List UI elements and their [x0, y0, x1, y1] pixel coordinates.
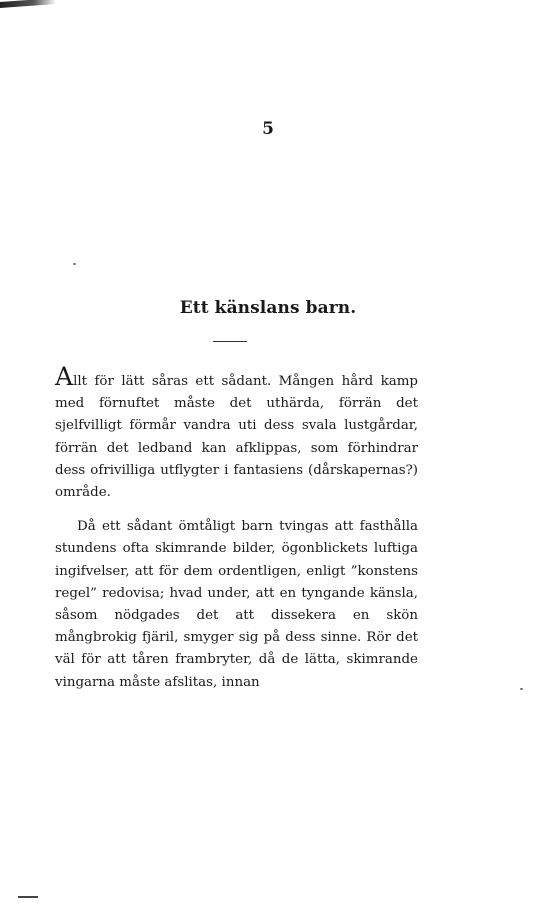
chapter-title: Ett känslans barn. — [179, 298, 357, 318]
scan-edge-mark-top — [0, 0, 56, 8]
body-text — [55, 362, 418, 694]
paper-speck — [520, 688, 523, 690]
paragraph-1-text: llt för lätt såras ett sådant. Mången hård kamp med förnuftet måste det uthärda, förrän det sjelfvilligt förmår vandra uti dess svala lustgårdar, förrän det ledband kan afklippas, som förhindrar dess ofrivilliga utflygter i fantasiens (dårskapernas?) område. — [55, 374, 418, 501]
paragraph-1 — [55, 362, 418, 504]
page-number: 5 — [262, 119, 274, 139]
paragraph-2: Då ett sådant ömtåligt barn tvingas att fasthålla stundens ofta skimrande bilder, ögonblickets luftiga ingifvelser, att för dem ordentligen, enligt ”konstens regel” redovisa; hvad under, att en tyngande känsla, såsom nödgades det att dissekera en skön mångbrokig fjäril, smyger sig på dess sinne. Rör det väl för att tåren frambryter, då de lätta, skimrande vingarna måste afslitas, innan — [55, 519, 418, 690]
drop-cap: A — [55, 362, 74, 391]
scan-edge-mark-bottom — [18, 896, 38, 898]
paper-speck — [73, 263, 76, 265]
title-divider — [213, 341, 247, 342]
